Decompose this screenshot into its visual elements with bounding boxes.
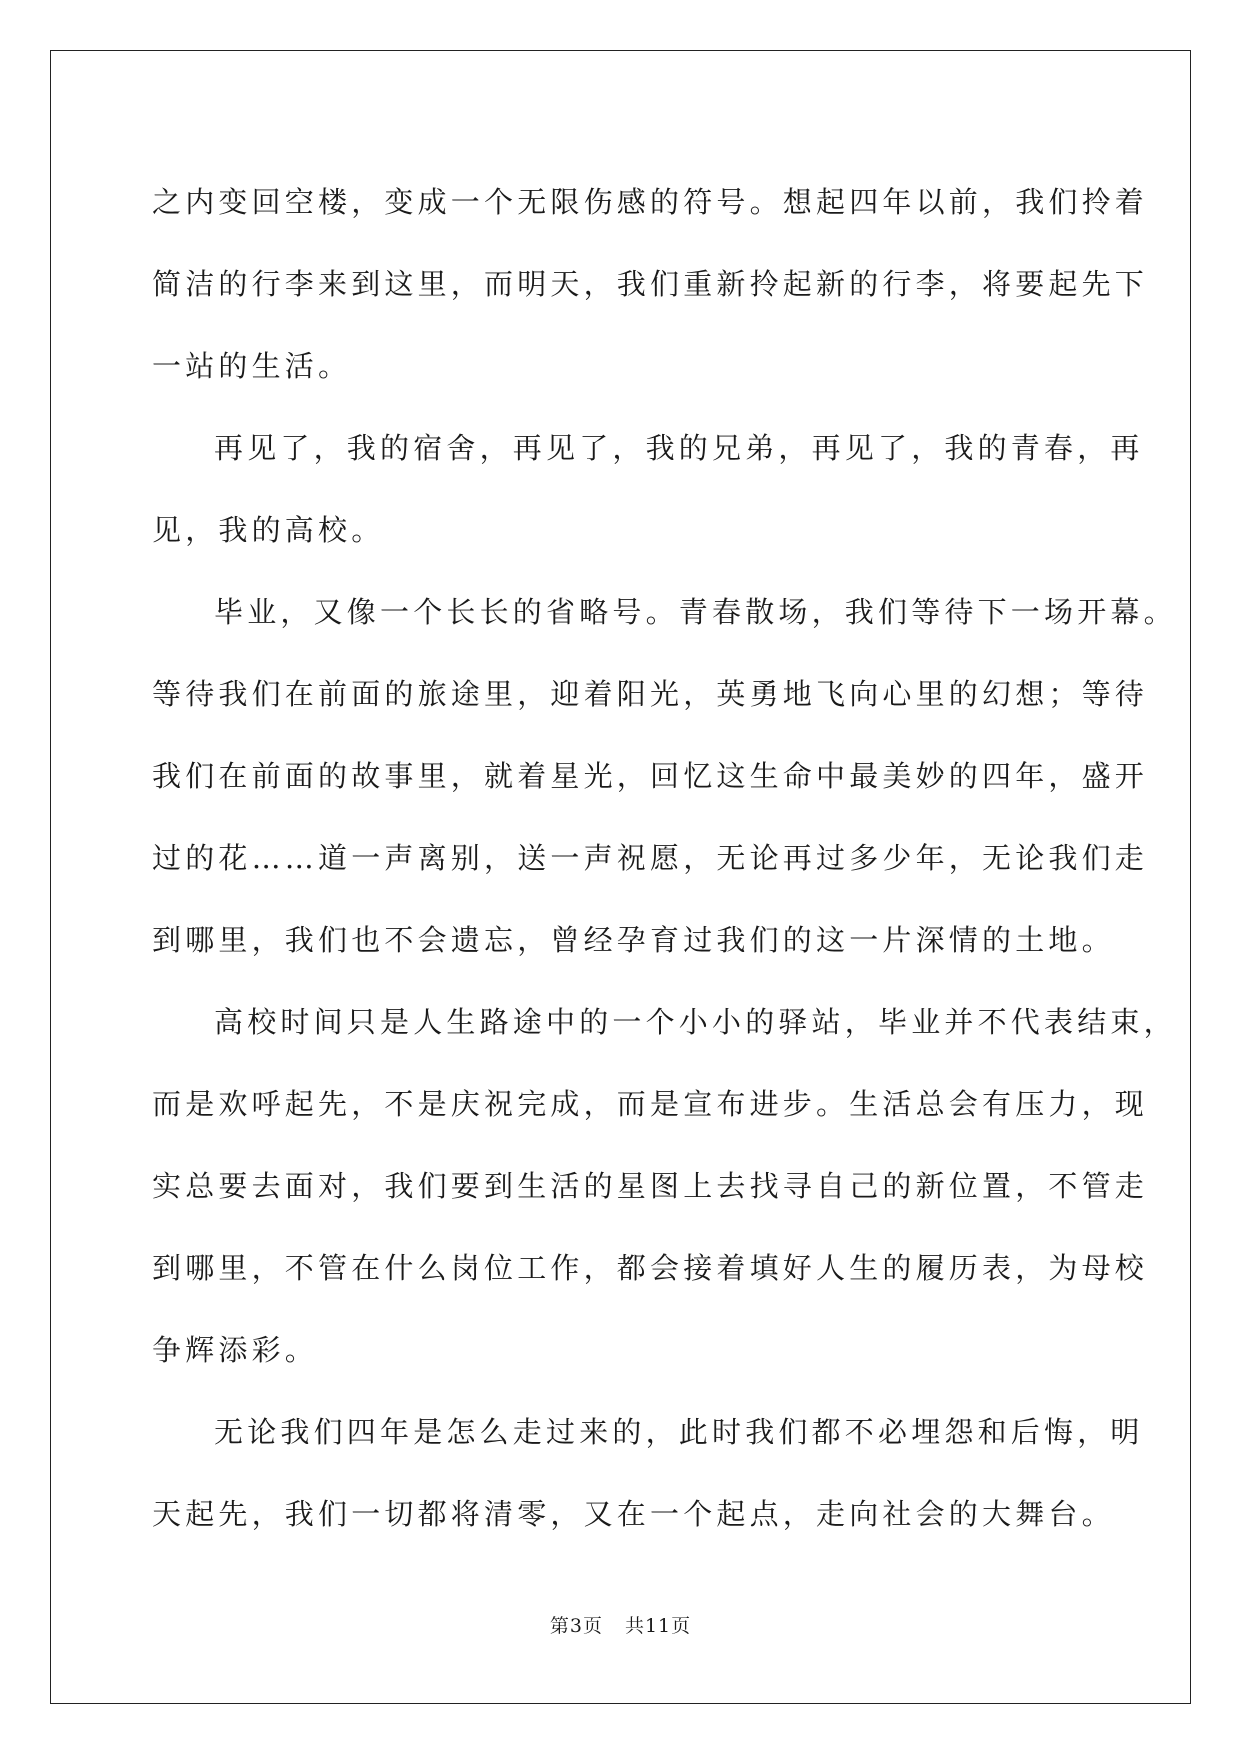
page-footer <box>0 1611 1241 1638</box>
text-line: 之内变回空楼，变成一个无限伤感的符号。想起四年以前，我们拎着 <box>152 185 1149 219</box>
page-number: 第3页 <box>549 1615 603 1637</box>
text-line: 无论我们四年是怎么走过来的，此时我们都不必埋怨和后悔，明 <box>214 1415 1144 1449</box>
text-line: 等待我们在前面的旅途里，迎着阳光，英勇地飞向心里的幻想；等待 <box>152 677 1149 711</box>
text-line: 到哪里，我们也不会遗忘，曾经孕育过我们的这一片深情的土地。 <box>152 923 1115 957</box>
text-line: 高校时间只是人生路途中的一个小小的驿站，毕业并不代表结束， <box>214 1005 1177 1039</box>
text-line: 一站的生活。 <box>152 349 352 383</box>
text-line: 争辉添彩。 <box>152 1333 319 1367</box>
text-line: 天起先，我们一切都将清零，又在一个起点，走向社会的大舞台。 <box>152 1497 1115 1531</box>
text-line: 毕业，又像一个长长的省略号。青春散场，我们等待下一场开幕。 <box>214 595 1177 629</box>
page-total: 共11页 <box>624 1615 692 1637</box>
document-body <box>152 161 1177 1555</box>
text-line: 再见了，我的宿舍，再见了，我的兄弟，再见了，我的青春，再 <box>214 431 1144 465</box>
text-line: 而是欢呼起先，不是庆祝完成，而是宣布进步。生活总会有压力，现 <box>152 1087 1149 1121</box>
text-line: 过的花……道一声离别，送一声祝愿，无论再过多少年，无论我们走 <box>152 841 1149 875</box>
text-line: 简洁的行李来到这里，而明天，我们重新拎起新的行李，将要起先下 <box>152 267 1149 301</box>
text-line: 到哪里，不管在什么岗位工作，都会接着填好人生的履历表，为母校 <box>152 1251 1149 1285</box>
text-line: 实总要去面对，我们要到生活的星图上去找寻自己的新位置，不管走 <box>152 1169 1149 1203</box>
text-line: 见，我的高校。 <box>152 513 385 547</box>
text-line: 我们在前面的故事里，就着星光，回忆这生命中最美妙的四年，盛开 <box>152 759 1149 793</box>
